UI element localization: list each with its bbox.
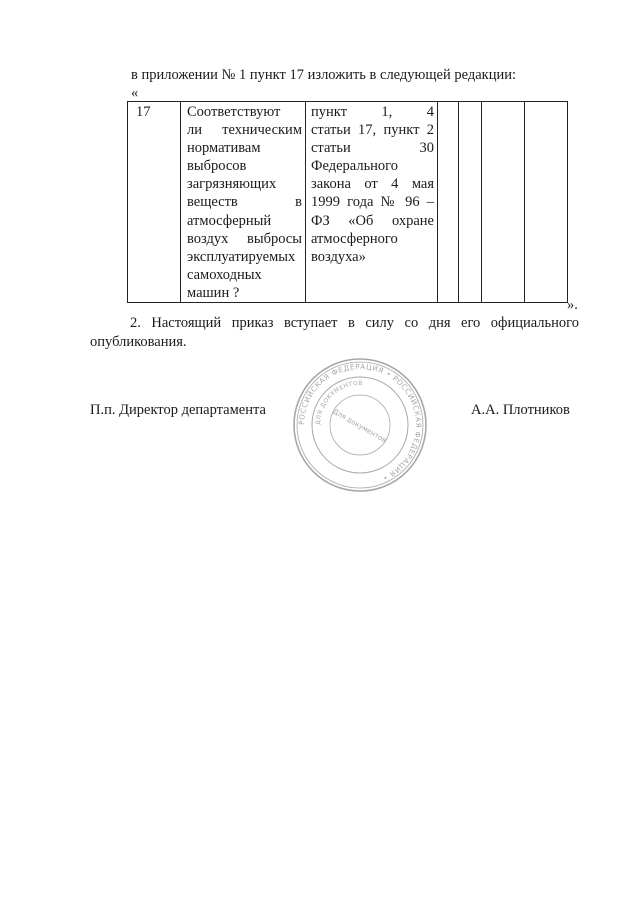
paragraph-2-line-1: 2. Настоящий приказ вступает в силу со дня его официального bbox=[130, 315, 579, 331]
law-line: Федерального bbox=[311, 158, 399, 175]
question-line: машин ? bbox=[187, 284, 240, 301]
law-line: 1999 года № 96 – bbox=[311, 194, 434, 211]
signatory-position: П.п. Директор департамента bbox=[90, 402, 266, 418]
law-line: воздуха» bbox=[311, 248, 366, 265]
question-cell bbox=[181, 102, 306, 303]
empty-cell bbox=[525, 102, 568, 303]
law-reference-cell bbox=[306, 102, 438, 303]
row-number: 17 bbox=[136, 104, 151, 120]
law-line: пункт 1, 4 bbox=[311, 104, 434, 120]
signatory-name: А.А. Плотников bbox=[471, 402, 570, 418]
question-line: ли техническим bbox=[187, 122, 302, 139]
empty-cell bbox=[459, 102, 482, 303]
question-line: Соответствуют bbox=[187, 104, 281, 120]
row-number-cell bbox=[128, 102, 181, 303]
paragraph-2-line-2: опубликования. bbox=[90, 333, 187, 350]
question-line: эксплуатируемых bbox=[187, 248, 296, 265]
law-line: статьи 17, пункт 2 bbox=[311, 122, 434, 139]
question-line: загрязняющих bbox=[187, 176, 277, 193]
seal-inner-text: ДЛЯ ДОКУМЕНТОВ bbox=[314, 379, 363, 426]
empty-cell bbox=[482, 102, 525, 303]
seal-outer-text: РОССИЙСКАЯ ФЕДЕРАЦИЯ • РОССИЙСКАЯ ФЕДЕРАЦИЯ • bbox=[296, 361, 424, 483]
question-line: атмосферный bbox=[187, 212, 272, 229]
law-line: статьи 30 bbox=[311, 140, 434, 157]
table-row bbox=[128, 102, 568, 303]
question-line: нормативам bbox=[187, 140, 261, 157]
question-line: веществ в bbox=[187, 194, 302, 211]
open-quote: « bbox=[131, 85, 139, 101]
law-line: атмосферного bbox=[311, 230, 398, 247]
law-line: ФЗ «Об охране bbox=[311, 212, 434, 229]
paragraph-2 bbox=[90, 314, 579, 351]
intro-text: в приложении № 1 пункт 17 изложить в следующей редакции: bbox=[131, 67, 517, 83]
empty-cell bbox=[438, 102, 459, 303]
law-line: закона от 4 мая bbox=[311, 176, 434, 193]
official-seal-stamp bbox=[292, 357, 428, 493]
question-line: воздух выбросы bbox=[187, 230, 302, 247]
question-line: выбросов bbox=[187, 158, 247, 175]
seal-center-text: Для документов bbox=[331, 407, 388, 445]
amendment-table bbox=[127, 101, 568, 303]
close-quote: ». bbox=[567, 297, 578, 313]
question-line: самоходных bbox=[187, 266, 262, 283]
